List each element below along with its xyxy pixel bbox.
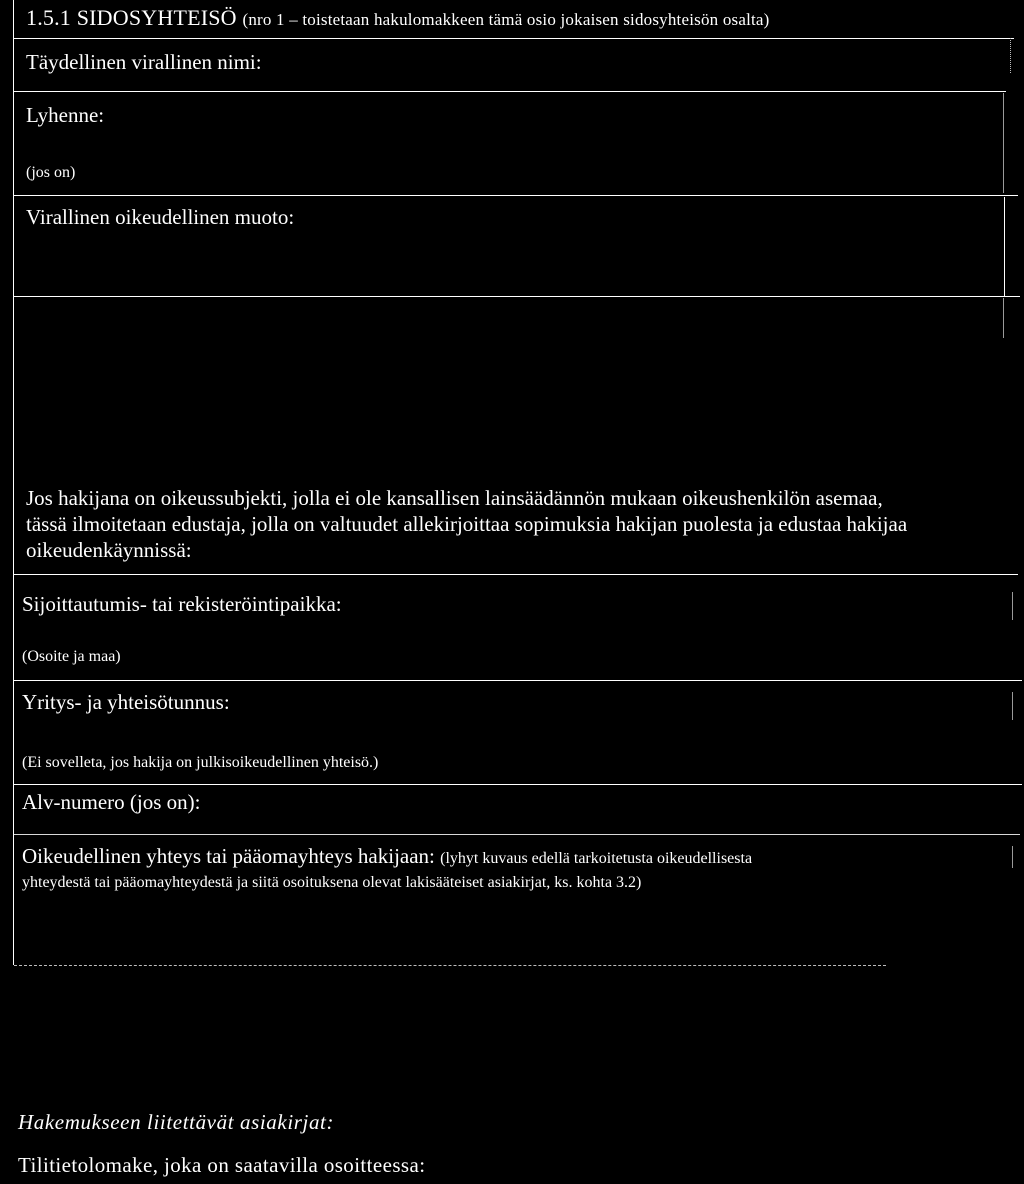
full-name-divider: [14, 91, 1006, 92]
place-divider: [14, 680, 1022, 681]
relationship-bottom-rule: [14, 965, 886, 966]
section-number: 1.5.1 SIDOSYHTEISÖ: [26, 5, 237, 30]
frame-top-rule: [14, 38, 1014, 39]
abbreviation-hint: (jos on): [26, 164, 76, 181]
abbreviation-divider: [14, 195, 1018, 196]
blank-area-right-border: [1003, 298, 1004, 338]
section-note: (nro 1 – toistetaan hakulomakkeen tämä osio jokaisen sidosyhteisön osalta): [242, 10, 770, 29]
business-id-hint: (Ei sovelleta, jos hakija on julkisoikeudellinen yhteisö.): [22, 754, 379, 771]
business-id-label: Yritys- ja yhteisötunnus:: [22, 690, 230, 714]
legal-form-divider: [14, 296, 1020, 297]
place-right-border: [1012, 592, 1013, 620]
representative-divider: [14, 574, 1018, 575]
section-heading: [26, 5, 770, 31]
legal-form-label: Virallinen oikeudellinen muoto:: [26, 205, 295, 229]
full-name-label: Täydellinen virallinen nimi:: [26, 50, 262, 74]
relationship-note-1: (lyhyt kuvaus edellä tarkoitetusta oikeudellisesta: [440, 850, 753, 867]
representative-paragraph: Jos hakijana on oikeussubjekti, jolla ei ole kansallisen lainsäädännön mukaan oikeushenkilön asemaa, tässä ilmoitetaan edustaja, jolla on valtuudet allekirjoittaa sopimuksia hakijan puolesta ja edustaa hakijaa oikeudenkäynnissä:: [26, 486, 908, 562]
abbreviation-label: Lyhenne:: [26, 103, 105, 127]
abbreviation-right-border: [1003, 93, 1004, 193]
bank-form-text: Tilitietolomake, joka on saatavilla osoitteessa:: [18, 1153, 426, 1177]
frame-right-border-top: [1010, 38, 1011, 73]
relationship-right-border: [1012, 846, 1013, 868]
relationship-note-2: yhteydestä tai pääomayhteydestä ja siitä osoituksena olevat lakisääteiset asiakirjat, ks. kohta 3.2): [22, 874, 642, 891]
vat-divider: [14, 834, 1020, 835]
frame-left-border: [13, 0, 14, 965]
business-id-right-border: [1012, 692, 1013, 720]
relationship-label-text: Oikeudellinen yhteys tai pääomayhteys hakijaan:: [22, 844, 435, 868]
place-hint: (Osoite ja maa): [22, 648, 121, 665]
attachments-heading: Hakemukseen liitettävät asiakirjat:: [18, 1110, 335, 1134]
relationship-label: [22, 844, 752, 869]
business-id-divider: [14, 784, 1022, 785]
legal-form-right-border: [1004, 197, 1005, 297]
vat-number-label: Alv-numero (jos on):: [22, 790, 201, 814]
place-of-registration-label: Sijoittautumis- tai rekisteröintipaikka:: [22, 592, 342, 616]
